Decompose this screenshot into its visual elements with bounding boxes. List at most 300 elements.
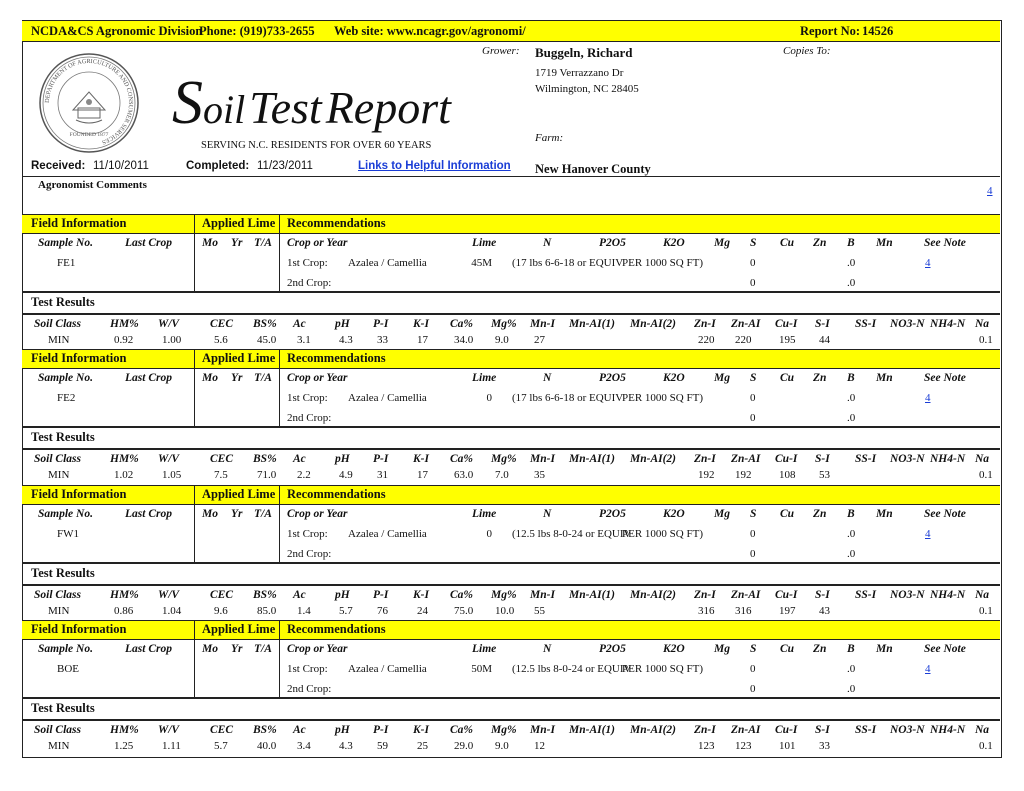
title-word-3: Report xyxy=(325,82,451,133)
result-value: 9.0 xyxy=(495,334,509,346)
results-header: W/V xyxy=(158,589,180,601)
mg-rec-2: 0 xyxy=(750,548,756,560)
result-value: 0.86 xyxy=(114,605,134,617)
col-header-b: B xyxy=(847,237,855,249)
results-header: BS% xyxy=(253,724,277,736)
recommendations-header: Recommendations xyxy=(287,351,386,365)
result-value: 34.0 xyxy=(454,334,474,346)
grower-label: Grower: xyxy=(482,45,520,57)
results-header: Zn-I xyxy=(694,724,716,736)
result-value: 27 xyxy=(534,334,545,346)
result-value: 17 xyxy=(417,334,428,346)
result-value: 192 xyxy=(698,469,715,481)
results-header: P-I xyxy=(373,724,389,736)
mg-rec: 0 xyxy=(750,257,756,269)
results-header: BS% xyxy=(253,318,277,330)
col-header-cu: Cu xyxy=(780,237,795,249)
results-header: NH4-N xyxy=(930,724,966,736)
col-header-b: B xyxy=(847,508,855,520)
col-header-last-crop: Last Crop xyxy=(125,508,172,520)
divider xyxy=(22,426,1000,428)
result-value: 197 xyxy=(779,605,796,617)
results-header: Soil Class xyxy=(34,724,81,736)
title-word-2: Test xyxy=(249,82,322,133)
phone: Phone: (919)733-2655 xyxy=(199,24,315,38)
see-note-link[interactable]: 4 xyxy=(925,392,931,404)
results-header: Mn-AI(2) xyxy=(630,318,677,330)
col-header-crop-or-year: Crop or Year xyxy=(287,237,348,249)
results-header: Ca% xyxy=(450,318,473,330)
crop1-label: 1st Crop: xyxy=(287,392,328,404)
results-header: SS-I xyxy=(855,589,877,601)
col-header-yr: Yr xyxy=(231,508,243,520)
completed-date: 11/23/2011 xyxy=(257,160,313,172)
lime-rec: 45M xyxy=(471,257,492,269)
crop1-name: Azalea / Camellia xyxy=(348,392,427,404)
result-value: MIN xyxy=(48,605,70,617)
mg-rec-2: 0 xyxy=(750,277,756,289)
result-value: 25 xyxy=(417,740,428,752)
result-value: 1.11 xyxy=(162,740,181,752)
result-value: 1.04 xyxy=(162,605,182,617)
result-value: 4.3 xyxy=(339,740,353,752)
result-value: 0.1 xyxy=(979,605,993,617)
col-header-crop-or-year: Crop or Year xyxy=(287,372,348,384)
col-header-mo: Mo xyxy=(202,372,218,384)
col-header-k2o: K2O xyxy=(663,508,685,520)
results-header: HM% xyxy=(110,724,139,736)
result-value: 1.00 xyxy=(162,334,182,346)
col-header-b: B xyxy=(847,372,855,384)
crop2-label: 2nd Crop: xyxy=(287,277,332,289)
results-header: Zn-AI xyxy=(731,724,761,736)
section-bar xyxy=(22,485,1000,505)
results-header: NO3-N xyxy=(890,589,925,601)
col-header-lime: Lime xyxy=(472,372,497,384)
col-header-see-note: See Note xyxy=(924,643,966,655)
col-header-s: S xyxy=(750,237,757,249)
col-header-last-crop: Last Crop xyxy=(125,372,172,384)
sample-number: FE1 xyxy=(57,257,76,269)
p-rec: PER 1000 SQ FT) xyxy=(622,528,703,540)
col-header-ta: T/A xyxy=(254,237,272,249)
column-divider xyxy=(279,485,280,563)
result-value: MIN xyxy=(48,740,70,752)
result-value: 10.0 xyxy=(495,605,515,617)
result-value: 45.0 xyxy=(257,334,277,346)
results-header: Ac xyxy=(293,589,306,601)
col-header-mn: Mn xyxy=(876,643,893,655)
col-header-yr: Yr xyxy=(231,643,243,655)
sample-number: FE2 xyxy=(57,392,76,404)
col-header-cu: Cu xyxy=(780,508,795,520)
sample-number: BOE xyxy=(57,663,79,675)
results-header: Na xyxy=(975,318,990,330)
crop2-label: 2nd Crop: xyxy=(287,412,332,424)
p-rec: PER 1000 SQ FT) xyxy=(622,663,703,675)
col-header-ta: T/A xyxy=(254,643,272,655)
result-value: 33 xyxy=(377,334,388,346)
results-header: Zn-I xyxy=(694,453,716,465)
col-header-sample-no: Sample No. xyxy=(38,508,93,520)
divider xyxy=(22,313,1000,315)
results-header: K-I xyxy=(413,453,429,465)
result-value: 63.0 xyxy=(454,469,474,481)
results-header: SS-I xyxy=(855,724,877,736)
result-value: 17 xyxy=(417,469,428,481)
crop1-label: 1st Crop: xyxy=(287,257,328,269)
col-header-mn: Mn xyxy=(876,372,893,384)
results-header: Mn-AI(1) xyxy=(569,589,616,601)
col-header-k2o: K2O xyxy=(663,237,685,249)
result-value: 5.7 xyxy=(339,605,353,617)
grower-name: Buggeln, Richard xyxy=(535,45,633,60)
divider xyxy=(22,697,1000,699)
column-divider xyxy=(279,349,280,427)
n-rec: (12.5 lbs 8-0-24 or EQUIV xyxy=(512,663,632,675)
result-value: 33 xyxy=(819,740,830,752)
col-header-ta: T/A xyxy=(254,372,272,384)
section-bar xyxy=(22,620,1000,640)
col-header-lime: Lime xyxy=(472,508,497,520)
col-header-zn: Zn xyxy=(813,508,827,520)
result-value: 316 xyxy=(735,605,752,617)
helpful-links-link[interactable]: Links to Helpful Information xyxy=(358,160,511,172)
applied-lime-header: Applied Lime xyxy=(202,216,276,230)
results-header: CEC xyxy=(210,453,234,465)
title-initial: S xyxy=(172,69,203,137)
result-value: 35 xyxy=(534,469,545,481)
b-rec-2: .0 xyxy=(847,412,856,424)
section-bar xyxy=(22,214,1000,234)
result-value: 0.1 xyxy=(979,740,993,752)
b-rec: .0 xyxy=(847,528,856,540)
results-header: Mn-AI(2) xyxy=(630,589,677,601)
column-divider xyxy=(194,620,195,698)
applied-lime-header: Applied Lime xyxy=(202,487,276,501)
department-seal-icon xyxy=(38,52,140,154)
col-header-sample-no: Sample No. xyxy=(38,643,93,655)
results-header: S-I xyxy=(815,318,830,330)
col-header-lime: Lime xyxy=(472,237,497,249)
col-header-zn: Zn xyxy=(813,643,827,655)
results-header: Mn-I xyxy=(530,589,555,601)
crop1-label: 1st Crop: xyxy=(287,663,328,675)
b-rec: .0 xyxy=(847,257,856,269)
col-header-n: N xyxy=(543,237,552,249)
result-value: 123 xyxy=(698,740,715,752)
copies-to-label: Copies To: xyxy=(783,45,831,57)
results-header: Zn-I xyxy=(694,318,716,330)
results-header: Cu-I xyxy=(775,724,798,736)
col-header-crop-or-year: Crop or Year xyxy=(287,508,348,520)
col-header-mg: Mg xyxy=(714,643,730,655)
result-value: 71.0 xyxy=(257,469,277,481)
col-header-b: B xyxy=(847,643,855,655)
results-header: Na xyxy=(975,724,990,736)
col-header-n: N xyxy=(543,508,552,520)
results-header: pH xyxy=(335,318,350,330)
result-value: 1.02 xyxy=(114,469,134,481)
divider xyxy=(22,176,1000,177)
results-header: S-I xyxy=(815,453,830,465)
n-rec: (17 lbs 6-6-18 or EQUIV xyxy=(512,392,624,404)
col-header-n: N xyxy=(543,643,552,655)
result-value: 3.4 xyxy=(297,740,311,752)
col-header-mo: Mo xyxy=(202,237,218,249)
result-value: 108 xyxy=(779,469,796,481)
results-header: SS-I xyxy=(855,453,877,465)
n-rec: (17 lbs 6-6-18 or EQUIV xyxy=(512,257,624,269)
col-header-see-note: See Note xyxy=(924,508,966,520)
results-header: P-I xyxy=(373,589,389,601)
website[interactable]: Web site: www.ncagr.gov/agronomi/ xyxy=(334,24,526,38)
result-value: 76 xyxy=(377,605,388,617)
results-header: Cu-I xyxy=(775,318,798,330)
result-value: 1.4 xyxy=(297,605,311,617)
results-header: Mn-AI(1) xyxy=(569,318,616,330)
b-rec: .0 xyxy=(847,392,856,404)
result-value: 7.5 xyxy=(214,469,228,481)
results-header: Mg% xyxy=(491,724,517,736)
col-header-s: S xyxy=(750,508,757,520)
section-bar xyxy=(22,349,1000,369)
crop1-name: Azalea / Camellia xyxy=(348,257,427,269)
results-header: NO3-N xyxy=(890,318,925,330)
results-header: Ac xyxy=(293,724,306,736)
results-header: Mn-I xyxy=(530,724,555,736)
lime-rec: 50M xyxy=(471,663,492,675)
test-results-header: Test Results xyxy=(31,295,95,309)
result-value: MIN xyxy=(48,469,70,481)
results-header: Ca% xyxy=(450,724,473,736)
result-value: 7.0 xyxy=(495,469,509,481)
result-value: 9.0 xyxy=(495,740,509,752)
col-header-see-note: See Note xyxy=(924,237,966,249)
seal-text: DEPARTMENT OF AGRICULTURE AND CONSUMER SERVICES xyxy=(43,57,135,146)
recommendations-header: Recommendations xyxy=(287,216,386,230)
results-header: P-I xyxy=(373,453,389,465)
recommendations-header: Recommendations xyxy=(287,622,386,636)
results-header: Soil Class xyxy=(34,453,81,465)
col-header-s: S xyxy=(750,372,757,384)
col-header-p2o5: P2O5 xyxy=(599,508,626,520)
divider xyxy=(22,448,1000,450)
b-rec-2: .0 xyxy=(847,277,856,289)
result-value: 44 xyxy=(819,334,830,346)
result-value: 59 xyxy=(377,740,388,752)
comments-label: Agronomist Comments xyxy=(38,179,147,191)
col-header-zn: Zn xyxy=(813,237,827,249)
title-word-1: oil xyxy=(203,87,246,132)
results-header: Ac xyxy=(293,318,306,330)
mg-rec: 0 xyxy=(750,392,756,404)
results-header: CEC xyxy=(210,318,234,330)
results-header: Mn-I xyxy=(530,453,555,465)
result-value: 3.1 xyxy=(297,334,311,346)
division-name: NCDA&CS Agronomic Division xyxy=(31,24,203,38)
col-header-yr: Yr xyxy=(231,372,243,384)
results-header: P-I xyxy=(373,318,389,330)
completed-label: Completed: xyxy=(186,160,250,172)
results-header: Mn-AI(1) xyxy=(569,724,616,736)
results-header: SS-I xyxy=(855,318,877,330)
results-header: Zn-AI xyxy=(731,318,761,330)
col-header-p2o5: P2O5 xyxy=(599,237,626,249)
column-divider xyxy=(194,214,195,292)
see-note-link[interactable]: 4 xyxy=(925,528,931,540)
col-header-n: N xyxy=(543,372,552,384)
divider xyxy=(22,584,1000,586)
results-header: NH4-N xyxy=(930,318,966,330)
result-value: 0.92 xyxy=(114,334,134,346)
result-value: 75.0 xyxy=(454,605,474,617)
p-rec: PER 1000 SQ FT) xyxy=(622,257,703,269)
results-header: Na xyxy=(975,453,990,465)
result-value: 4.3 xyxy=(339,334,353,346)
col-header-last-crop: Last Crop xyxy=(125,643,172,655)
divider xyxy=(22,719,1000,721)
result-value: 192 xyxy=(735,469,752,481)
comment-note-link[interactable]: 4 xyxy=(987,185,993,197)
col-header-ta: T/A xyxy=(254,508,272,520)
grower-address-2: Wilmington, NC 28405 xyxy=(535,83,639,95)
col-header-see-note: See Note xyxy=(924,372,966,384)
result-value: 12 xyxy=(534,740,545,752)
result-value: 220 xyxy=(698,334,715,346)
results-header: NH4-N xyxy=(930,453,966,465)
results-header: Ac xyxy=(293,453,306,465)
results-header: pH xyxy=(335,724,350,736)
results-header: S-I xyxy=(815,589,830,601)
result-value: 1.05 xyxy=(162,469,182,481)
field-info-header: Field Information xyxy=(31,216,127,230)
see-note-link[interactable]: 4 xyxy=(925,257,931,269)
column-divider xyxy=(194,349,195,427)
recommendations-header: Recommendations xyxy=(287,487,386,501)
col-header-yr: Yr xyxy=(231,237,243,249)
result-value: 1.25 xyxy=(114,740,134,752)
col-header-mn: Mn xyxy=(876,508,893,520)
col-header-crop-or-year: Crop or Year xyxy=(287,643,348,655)
result-value: 0.1 xyxy=(979,469,993,481)
result-value: 195 xyxy=(779,334,796,346)
results-header: Mn-I xyxy=(530,318,555,330)
results-header: Mg% xyxy=(491,589,517,601)
column-divider xyxy=(279,214,280,292)
results-header: Zn-AI xyxy=(731,589,761,601)
field-info-header: Field Information xyxy=(31,351,127,365)
results-header: pH xyxy=(335,589,350,601)
col-header-sample-no: Sample No. xyxy=(38,372,93,384)
crop2-label: 2nd Crop: xyxy=(287,683,332,695)
b-rec-2: .0 xyxy=(847,683,856,695)
results-header: NO3-N xyxy=(890,453,925,465)
column-divider xyxy=(194,485,195,563)
result-value: 101 xyxy=(779,740,796,752)
results-header: NO3-N xyxy=(890,724,925,736)
results-header: CEC xyxy=(210,589,234,601)
result-value: 40.0 xyxy=(257,740,277,752)
applied-lime-header: Applied Lime xyxy=(202,351,276,365)
mg-rec: 0 xyxy=(750,663,756,675)
results-header: K-I xyxy=(413,589,429,601)
col-header-mg: Mg xyxy=(714,237,730,249)
col-header-s: S xyxy=(750,643,757,655)
report-number: 14526 xyxy=(862,24,894,38)
col-header-mo: Mo xyxy=(202,643,218,655)
result-value: 9.6 xyxy=(214,605,228,617)
results-header: Soil Class xyxy=(34,318,81,330)
test-results-header: Test Results xyxy=(31,566,95,580)
col-header-p2o5: P2O5 xyxy=(599,643,626,655)
crop2-label: 2nd Crop: xyxy=(287,548,332,560)
farm-label: Farm: xyxy=(535,132,564,144)
results-header: Mn-AI(2) xyxy=(630,453,677,465)
results-header: CEC xyxy=(210,724,234,736)
result-value: 31 xyxy=(377,469,388,481)
result-value: 53 xyxy=(819,469,830,481)
applied-lime-header: Applied Lime xyxy=(202,622,276,636)
results-header: HM% xyxy=(110,453,139,465)
crop1-label: 1st Crop: xyxy=(287,528,328,540)
results-header: S-I xyxy=(815,724,830,736)
results-header: W/V xyxy=(158,724,180,736)
test-results-header: Test Results xyxy=(31,701,95,715)
result-value: 316 xyxy=(698,605,715,617)
results-header: BS% xyxy=(253,453,277,465)
results-header: Mg% xyxy=(491,453,517,465)
results-header: W/V xyxy=(158,318,180,330)
result-value: 55 xyxy=(534,605,545,617)
results-header: Zn-I xyxy=(694,589,716,601)
received-label: Received: xyxy=(31,160,86,172)
col-header-mn: Mn xyxy=(876,237,893,249)
results-header: Ca% xyxy=(450,589,473,601)
results-header: W/V xyxy=(158,453,180,465)
divider xyxy=(22,562,1000,564)
results-header: Zn-AI xyxy=(731,453,761,465)
lime-rec: 0 xyxy=(486,528,492,540)
b-rec: .0 xyxy=(847,663,856,675)
tagline: SERVING N.C. RESIDENTS FOR OVER 60 YEARS xyxy=(201,140,432,151)
test-results-header: Test Results xyxy=(31,430,95,444)
report-title xyxy=(172,69,451,137)
county: New Hanover County xyxy=(535,162,651,176)
results-header: HM% xyxy=(110,589,139,601)
results-header: Cu-I xyxy=(775,453,798,465)
crop1-name: Azalea / Camellia xyxy=(348,663,427,675)
col-header-sample-no: Sample No. xyxy=(38,237,93,249)
result-value: 0.1 xyxy=(979,334,993,346)
see-note-link[interactable]: 4 xyxy=(925,663,931,675)
col-header-p2o5: P2O5 xyxy=(599,372,626,384)
col-header-zn: Zn xyxy=(813,372,827,384)
result-value: 220 xyxy=(735,334,752,346)
col-header-last-crop: Last Crop xyxy=(125,237,172,249)
mg-rec: 0 xyxy=(750,528,756,540)
divider xyxy=(22,291,1000,293)
col-header-mg: Mg xyxy=(714,508,730,520)
results-header: BS% xyxy=(253,589,277,601)
p-rec: PER 1000 SQ FT) xyxy=(622,392,703,404)
result-value: MIN xyxy=(48,334,70,346)
mg-rec-2: 0 xyxy=(750,683,756,695)
result-value: 2.2 xyxy=(297,469,311,481)
report-number-label: Report No: xyxy=(800,24,861,38)
results-header: Soil Class xyxy=(34,589,81,601)
col-header-k2o: K2O xyxy=(663,372,685,384)
